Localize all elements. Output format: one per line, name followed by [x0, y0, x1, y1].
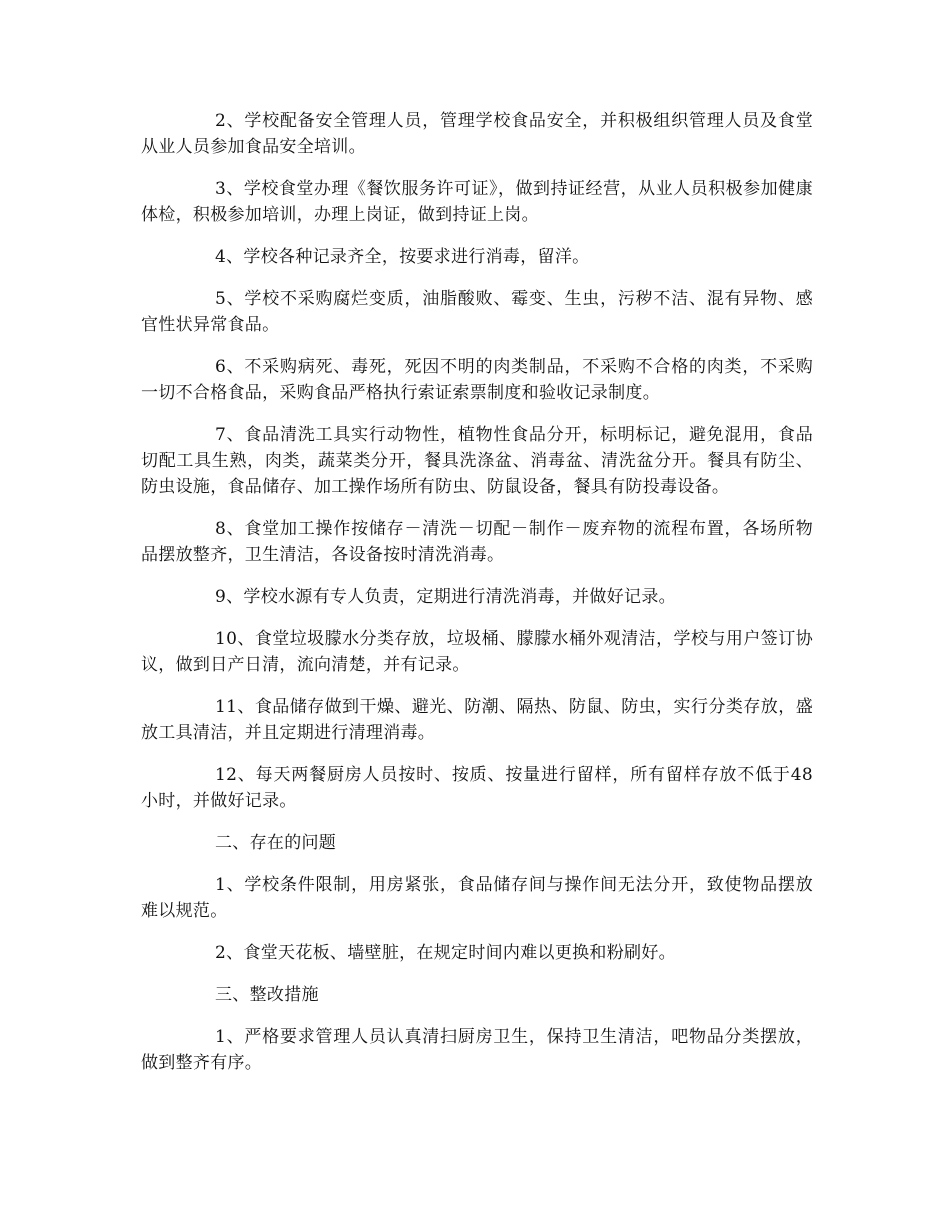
paragraph-item-9: 9、学校水源有专人负责，定期进行清洗消毒，并做好记录。 — [215, 587, 676, 607]
paragraph-item-2: 2、学校配备安全管理人员，管理学校食品安全，并积极组织管理人员及食堂从业人员参加食品安全培训。 — [141, 111, 813, 157]
paragraph-item-8: 8、食堂加工操作按储存－清洗－切配－制作－废弃物的流程布置，各场所物品摆放整齐，卫生清洁，各设备按时清洗消毒。 — [141, 519, 813, 565]
problem-item-1: 1、学校条件限制，用房紧张，食品储存间与操作间无法分开，致使物品摆放难以规范。 — [141, 875, 813, 921]
paragraph-item-12: 12、每天两餐厨房人员按时、按质、按量进行留样，所有留样存放不低于48小时，并做好记录。 — [141, 765, 813, 811]
paragraph-item-4: 4、学校各种记录齐全，按要求进行消毒，留洋。 — [215, 247, 590, 267]
paragraph-item-6: 6、不采购病死、毒死，死因不明的肉类制品，不采购不合格的肉类，不采购一切不合格食品，采购食品严格执行索证索票制度和验收记录制度。 — [141, 357, 813, 403]
measure-item-1: 1、严格要求管理人员认真清扫厨房卫生，保持卫生清洁，吧物品分类摆放，做到整齐有序。 — [141, 1027, 813, 1073]
section-heading-measures: 三、整改措施 — [215, 985, 319, 1005]
problem-item-2: 2、食堂天花板、墙壁脏，在规定时间内难以更换和粉刷好。 — [215, 943, 676, 963]
paragraph-item-3: 3、学校食堂办理《餐饮服务许可证》，做到持证经营，从业人员积极参加健康体检，积极参加培训，办理上岗证，做到持证上岗。 — [141, 179, 813, 225]
section-heading-problems: 二、存在的问题 — [215, 833, 337, 853]
paragraph-item-5: 5、学校不采购腐烂变质，油脂酸败、霉变、生虫，污秽不洁、混有异物、感官性状异常食品。 — [141, 289, 813, 335]
paragraph-item-7: 7、食品清洗工具实行动物性，植物性食品分开，标明标记，避免混用，食品切配工具生熟，肉类，蔬菜类分开，餐具洗涤盆、消毒盆、清洗盆分开。餐具有防尘、防虫设施，食品储存、加工操作场所有防虫、防鼠设备，餐具有防投毒设备。 — [141, 425, 813, 497]
paragraph-item-10: 10、食堂垃圾朦水分类存放，垃圾桶、朦朦水桶外观清洁，学校与用户签订协议，做到日产日清，流向清楚，并有记录。 — [141, 629, 813, 675]
document-body — [141, 108, 813, 1092]
paragraph-item-11: 11、食品储存做到干燥、避光、防潮、隔热、防鼠、防虫，实行分类存放，盛放工具清洁，并且定期进行清理消毒。 — [141, 697, 813, 743]
